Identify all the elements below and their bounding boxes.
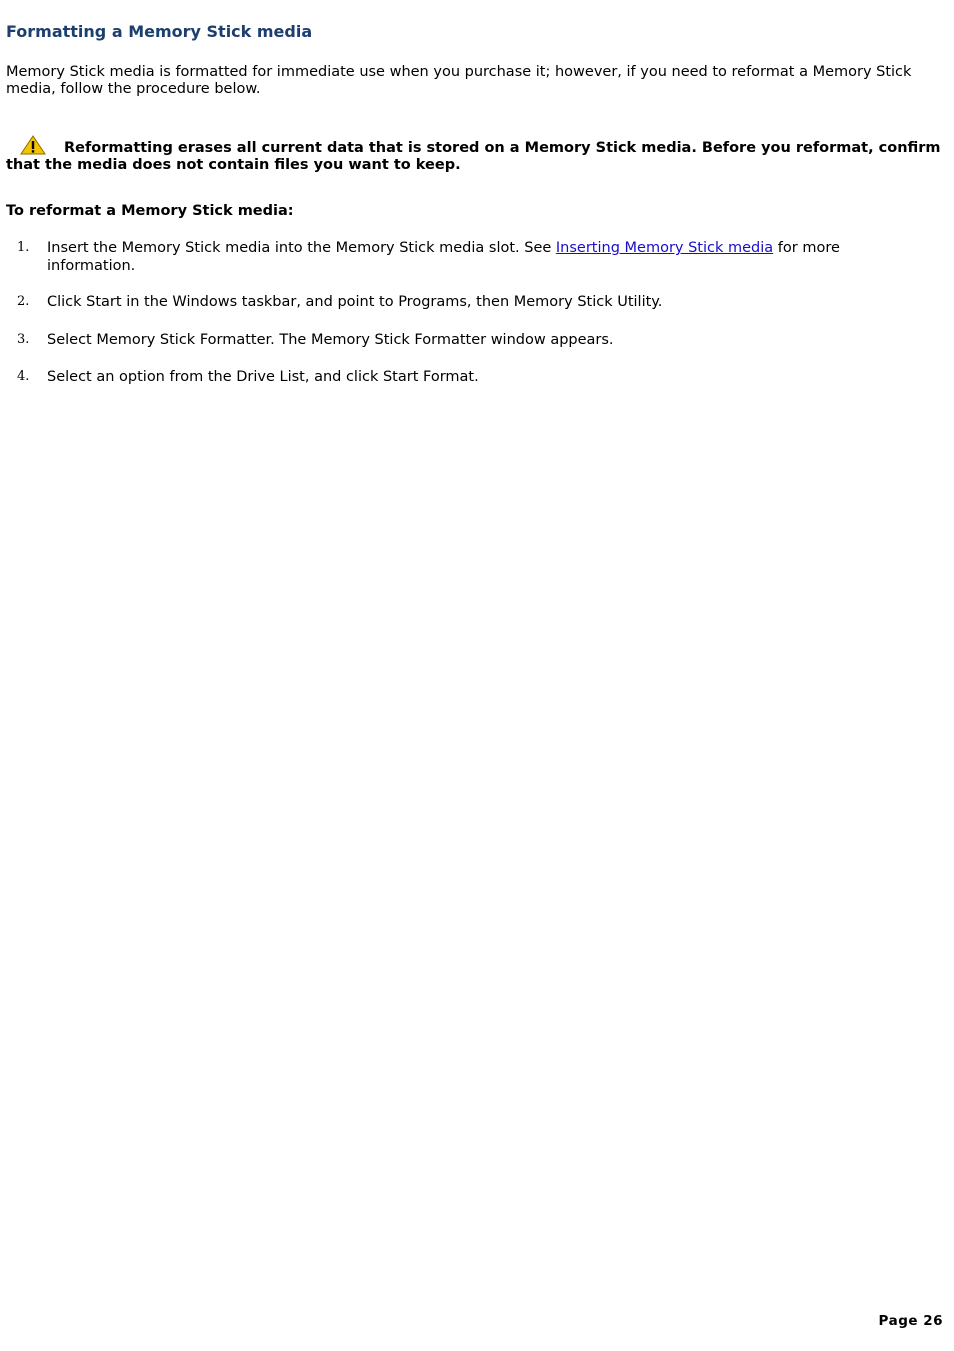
procedure-heading: To reformat a Memory Stick media:: [6, 203, 294, 219]
step-text: [47, 239, 917, 275]
warning-text: Reformatting erases all current data that is stored on a Memory Stick media. Before you reformat, confirm that the media does not contain files you want to keep.: [6, 140, 941, 173]
step-text: Select Memory Stick Formatter. The Memory Stick Formatter window appears.: [47, 332, 614, 348]
step-number: 3.: [17, 332, 30, 347]
page-number: Page 26: [878, 1313, 943, 1329]
intro-paragraph: Memory Stick media is formatted for immediate use when you purchase it; however, if you need to reformat a Memory Stick media, follow the procedure below.: [6, 64, 912, 97]
step-text: Click Start in the Windows taskbar, and point to Programs, then Memory Stick Utility.: [47, 294, 663, 310]
step-number: 1.: [17, 240, 30, 255]
step-text: Select an option from the Drive List, and click Start Format.: [47, 369, 479, 385]
step-text-segment: Insert the Memory Stick media into the Memory Stick media slot. See: [47, 240, 556, 256]
page-title: Formatting a Memory Stick media: [6, 22, 313, 41]
step-number: 2.: [17, 294, 30, 309]
warning-triangle-icon: [20, 135, 46, 155]
step-number: 4.: [17, 369, 30, 384]
warning-note: [6, 135, 946, 174]
inserting-memory-stick-link[interactable]: Inserting Memory Stick media: [555, 240, 774, 256]
step-text-segment: for more information.: [47, 240, 840, 274]
